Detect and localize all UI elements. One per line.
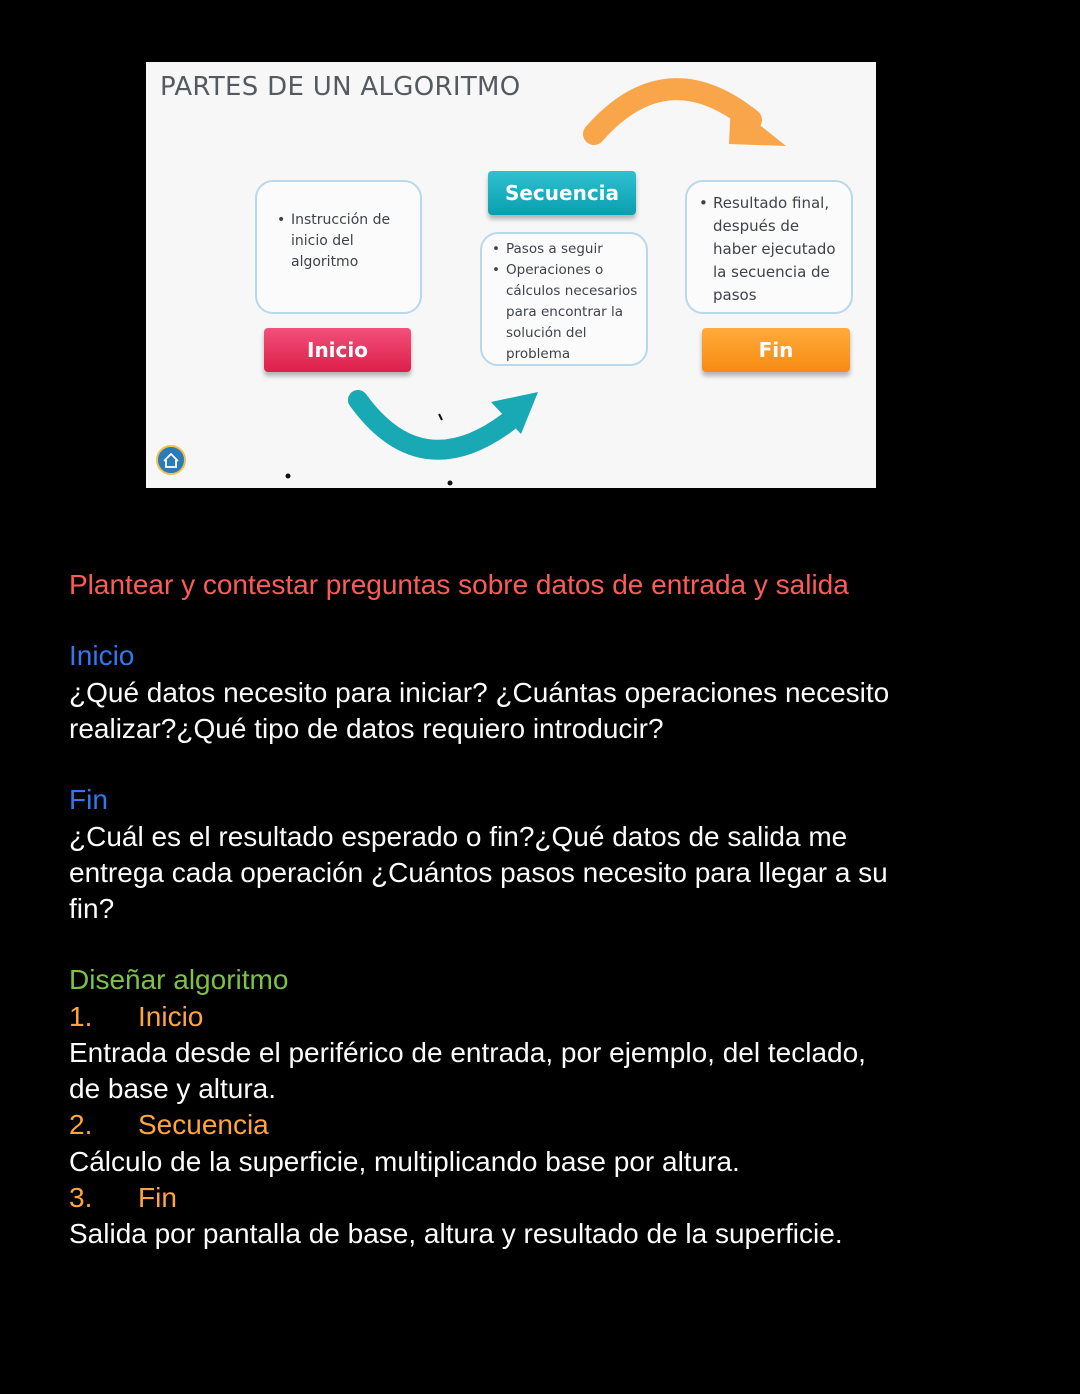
fin-label: Fin [702, 328, 850, 372]
top-arrowhead-icon [729, 102, 786, 146]
fin-question-line: fin? [69, 893, 115, 924]
dot-mark [286, 474, 291, 479]
step-title: Secuencia [138, 1109, 269, 1140]
step-heading [69, 1107, 1019, 1144]
inicio-question-line: ¿Qué datos necesito para iniciar? ¿Cuántas operaciones necesito [69, 677, 890, 708]
fin-bullet: • Resultado final, después de haber ejecutado la secuencia de pasos [713, 192, 845, 307]
step-number: 2. [69, 1109, 93, 1140]
dot-mark [448, 481, 453, 486]
step-title: Fin [138, 1182, 177, 1213]
step-line: de base y altura. [69, 1073, 277, 1104]
secuencia-bullet: • Pasos a seguir [506, 239, 642, 260]
heading: Plantear y contestar preguntas sobre datos de entrada y salida [69, 569, 849, 600]
tick-mark [439, 414, 442, 420]
top-curved-arrow-icon [594, 89, 751, 134]
inicio-section-title: Inicio [69, 640, 135, 671]
fin-description-box [685, 180, 853, 314]
step-number: 1. [69, 1001, 93, 1032]
secuencia-bullet: • Operaciones o cálculos necesarios para encontrar la solución del problema [506, 260, 642, 365]
home-icon[interactable] [156, 445, 186, 475]
inicio-question-line: realizar?¿Qué tipo de datos requiero introducir? [69, 713, 664, 744]
algorithm-parts-slide [146, 62, 876, 488]
step-line: Cálculo de la superficie, multiplicando base por altura. [69, 1146, 740, 1177]
step-title: Inicio [138, 1001, 204, 1032]
slide-title: PARTES DE UN ALGORITMO [160, 72, 521, 102]
fin-question-line: entrega cada operación ¿Cuántos pasos necesito para llegar a su [69, 857, 888, 888]
fin-question-line: ¿Cuál es el resultado esperado o fin?¿Qué datos de salida me [69, 821, 848, 852]
inicio-bullet: • Instrucción de inicio del algoritmo [291, 210, 410, 273]
step-line: Entrada desde el periférico de entrada, por ejemplo, del teclado, [69, 1037, 866, 1068]
bottom-curved-arrow-icon [358, 400, 508, 450]
step-heading [69, 1180, 1019, 1217]
step-number: 3. [69, 1182, 93, 1213]
step-line: Salida por pantalla de base, altura y resultado de la superficie. [69, 1218, 843, 1249]
secuencia-description-box [480, 232, 648, 366]
fin-section-title: Fin [69, 784, 108, 815]
secuencia-label: Secuencia [488, 171, 636, 215]
inicio-description-box [255, 180, 422, 314]
step-heading [69, 999, 1019, 1036]
inicio-label: Inicio [264, 328, 411, 372]
design-title: Diseñar algoritmo [69, 964, 289, 995]
